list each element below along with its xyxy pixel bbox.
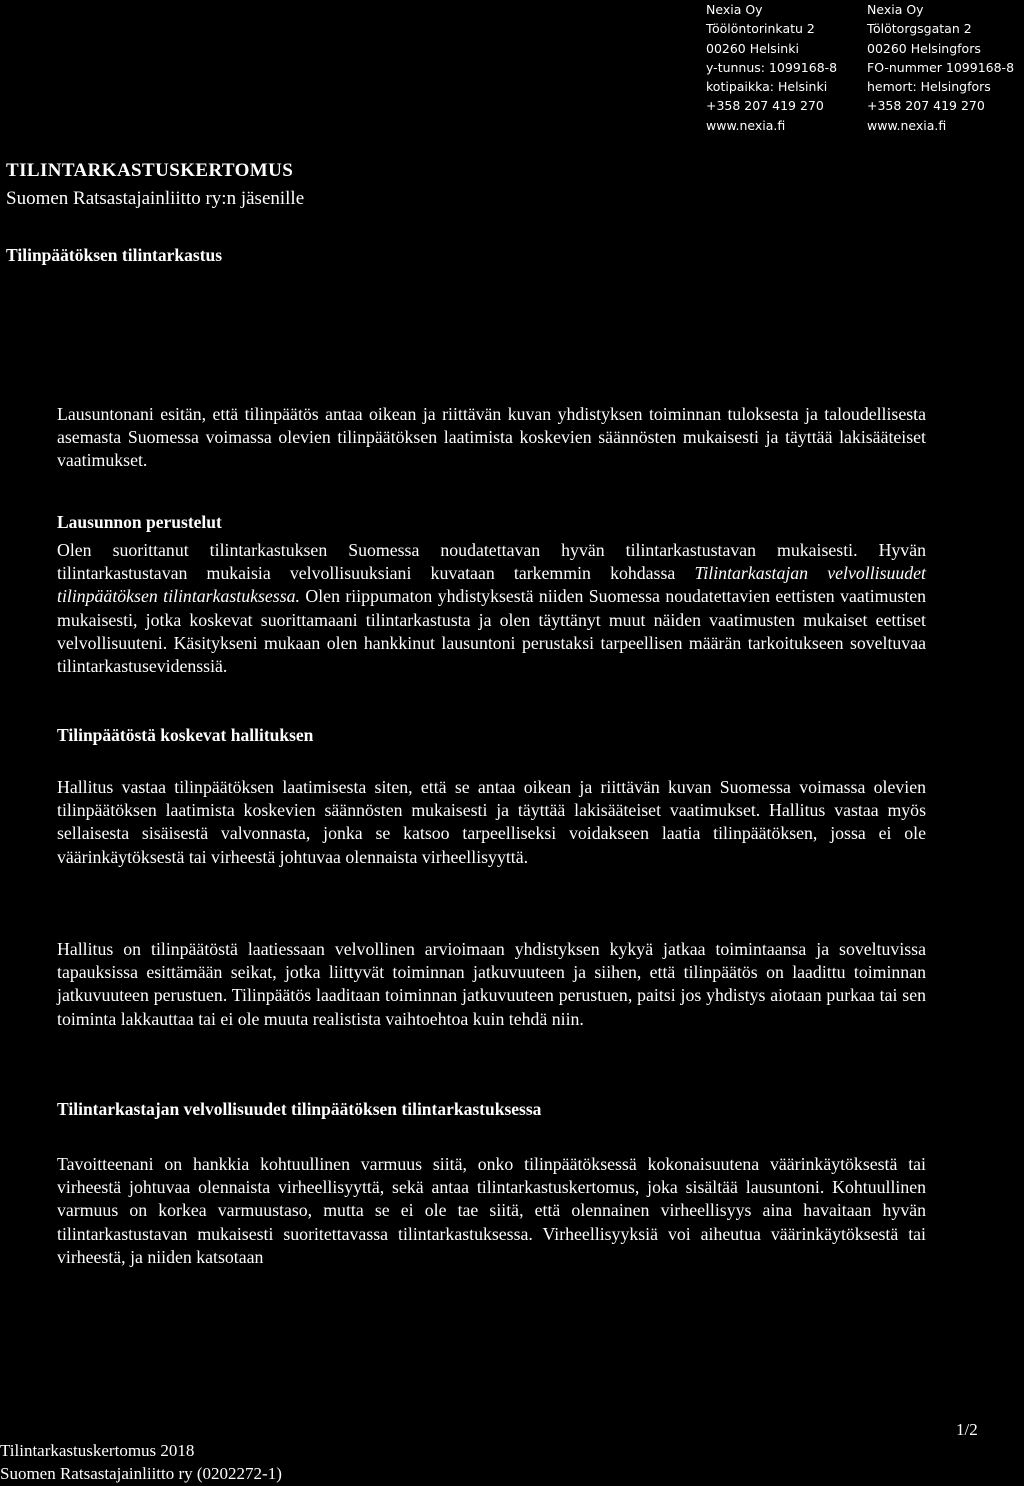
street-address: Tölötorgsgatan 2 (867, 21, 972, 37)
section-heading-audit: Tilinpäätöksen tilintarkastus (6, 245, 223, 265)
board-paragraph-1: Hallitus vastaa tilinpäätöksen laatimisesta siten, että se antaa oikean ja riittävän kuvan Suomessa voimassa olevien tilinpäätöksen laatimista koskevien säännösten mukaisesti ja täyttää lakisääteiset vaatimukset. Hallitus vastaa myös sellaisesta sisäisestä valvonnasta, jonka se katsoo tarpeelliseksi voidakseen laatia tilinpäätöksen, jossa ei ole väärinkäytöksestä tai virheestä johtuvaa olennaista virheellisyyttä. (57, 777, 926, 867)
street-address: Töölöntorinkatu 2 (706, 21, 815, 37)
basis-text-italic: Tilintarkastajan velvollisuudet tilinpäätöksen tilintarkastuksessa. (57, 563, 926, 607)
report-addressee: Suomen Ratsastajainliitto ry:n jäsenille (6, 188, 305, 209)
auditor-paragraph-1: Tavoitteenani on hankkia kohtuullinen varmuus siitä, onko tilinpäätöksessä kokonaisuutena väärinkäytöksestä tai virheestä johtuvaa olennaista virheellisyyttä, sekä antaa tilintarkastuskertomus, joka sisältää lausuntoni. Kohtuullinen varmuus on korkea varmuustaso, mutta se ei ole tae siitä, että olennainen virheellisyys aina havaitaan hyvän tilintarkastustavan mukaisesti suoritettavassa tilintarkastuksessa. Virheellisyyksiä voi aiheutua väärinkäytöksestä tai virheestä, ja niiden katsotaan (57, 1154, 926, 1267)
board-heading: Tilinpäätöstä koskevat hallituksen (57, 725, 314, 745)
footer-document-name: Tilintarkastuskertomus 2018 (0, 1441, 195, 1460)
postal-address: 00260 Helsingfors (867, 40, 981, 56)
auditor-heading: Tilintarkastajan velvollisuudet tilinpäätöksen tilintarkastuksessa (57, 1099, 542, 1119)
postal-address: 00260 Helsinki (706, 40, 799, 56)
company-name: Nexia Oy (706, 2, 763, 17)
report-title: TILINTARKASTUSKERTOMUS (6, 160, 294, 181)
letterhead-swedish (867, 0, 1014, 135)
page-number: 1/2 (956, 1420, 978, 1439)
board-paragraph-2: Hallitus on tilinpäätöstä laatiessaan velvollinen arvioimaan yhdistyksen kykyä jatkaa toimintaansa ja soveltuvissa tapauksissa esittämään seikat, jotka liittyvät toiminnan jatkuvuuteen ja siihen, että tilinpäätös on laadittu toiminnan jatkuvuuteen perustuen. Tilinpäätös laaditaan toiminnan jatkuvuuteen perustuen, paitsi jos yhdistys aiotaan purkaa tai sen toiminta lakkauttaa tai ei ole muuta realistista vaihtoehtoa kuin tehdä niin. (57, 939, 926, 1029)
phone: +358 207 419 270 (867, 98, 985, 114)
letterhead-finnish (706, 0, 837, 135)
company-name: Nexia Oy (867, 2, 924, 17)
basis-text-before: Olen suorittanut tilintarkastuksen Suomessa noudatettavan hyvän tilintarkastustavan mukaisesti. Hyvän tilintarkastustavan mukaisia velvollisuuksiani kuvataan tarkemmin kohdassa (57, 540, 926, 584)
basis-heading: Lausunnon perustelut (57, 512, 222, 532)
footer-organisation: Suomen Ratsastajainliitto ry (0202272-1) (0, 1464, 282, 1483)
business-id: FO-nummer 1099168-8 (867, 59, 1015, 75)
basis-paragraph (57, 539, 926, 678)
domicile: hemort: Helsingfors (867, 79, 991, 95)
business-id: y-tunnus: 1099168-8 (706, 59, 838, 75)
website: www.nexia.fi (867, 117, 947, 133)
phone: +358 207 419 270 (706, 98, 824, 114)
website: www.nexia.fi (706, 117, 786, 133)
basis-text-after: Olen riippumaton yhdistyksestä niiden Suomessa noudatettavien eettisten vaatimusten mukaisesti, jotka koskevat suorittamaani tilintarkastusta ja olen täyttänyt muut näiden vaatimusten mukaiset eettiset velvollisuuteni. Käsitykseni mukaan olen hankkinut lausuntoni perustaksi tarpeellisen määrän tarkoitukseen soveltuvaa tilintarkastusevidenssiä. (57, 586, 926, 677)
opinion-paragraph: Lausuntonani esitän, että tilinpäätös antaa oikean ja riittävän kuvan yhdistyksen toiminnan tuloksesta ja taloudellisesta asemasta Suomessa voimassa olevien tilinpäätöksen laatimista koskevien säännösten mukaisesti ja täyttää lakisääteiset vaatimukset. (57, 404, 926, 471)
domicile: kotipaikka: Helsinki (706, 79, 828, 95)
